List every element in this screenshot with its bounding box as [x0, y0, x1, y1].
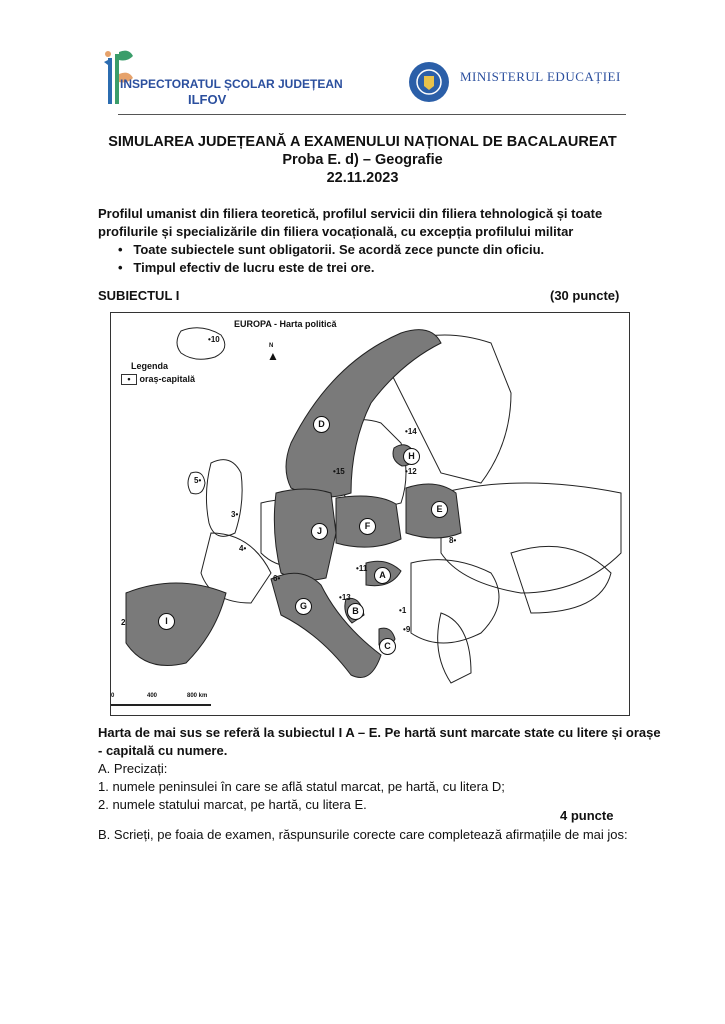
capital-1: •1 [399, 606, 407, 615]
question-a2: 2. numele statului marcat, pe hartă, cu litera E. [98, 797, 367, 812]
subject-points: (30 puncte) [550, 288, 620, 303]
label-a: A [374, 567, 391, 584]
capital-2: 2 [121, 618, 126, 627]
exam-title: SIMULAREA JUDEȚEANĂ A EXAMENULUI NAȚIONAL DE BACALAUREAT [108, 134, 617, 150]
label-g: G [295, 598, 312, 615]
ministry-seal-icon [407, 60, 451, 104]
capital-6: 6• [273, 574, 281, 583]
bullet-2: • Timpul efectiv de lucru este de trei ore. [118, 260, 375, 275]
question-a1: 1. numele peninsulei în care se află statul marcat, pe hartă, cu litera D; [98, 779, 505, 794]
section-b-instruction: B. Scrieți, pe foaia de examen, răspunsurile corecte care completează afirmațiile de mai jos: [98, 827, 628, 842]
label-e: E [431, 501, 448, 518]
label-f: F [359, 518, 376, 535]
scale-0: 0 [111, 693, 115, 699]
north-label: N [269, 343, 274, 349]
county-name: ILFOV [188, 92, 227, 107]
section-a-points: 4 puncte [560, 808, 614, 823]
legend-item [121, 374, 195, 385]
scale-800: 800 km [187, 693, 208, 699]
label-b: B [347, 603, 364, 620]
bullet-text: Timpul efectiv de lucru este de trei ore. [133, 260, 375, 275]
profile-line1: Profilul umanist din filiera teoretică, profilul servicii din filiera tehnologică și toate [98, 206, 603, 221]
label-c: C [379, 638, 396, 655]
capital-4: 4• [239, 544, 247, 553]
bullet-1: • Toate subiectele sunt obligatorii. Se acordă zece puncte din oficiu. [118, 242, 545, 257]
country-g [271, 573, 381, 677]
inspectorat-name: INSPECTORATUL ȘCOLAR JUDEȚEAN [120, 77, 343, 91]
map-title: EUROPA - Harta politică [234, 319, 337, 329]
capital-14: •14 [405, 427, 417, 436]
questions-intro-2: - capitală cu numere. [98, 743, 228, 758]
capital-5: 5• [194, 476, 202, 485]
north-arrow-icon: ▲ [267, 349, 279, 363]
label-j: J [311, 523, 328, 540]
label-d: D [313, 416, 330, 433]
capital-13: •13 [339, 593, 351, 602]
label-h: H [403, 448, 420, 465]
europe-political-map [110, 312, 630, 716]
label-i: I [158, 613, 175, 630]
subject-title: SUBIECTUL I [98, 288, 180, 303]
header-divider [118, 114, 626, 115]
capital-12: •12 [405, 467, 417, 476]
ministry-name: MINISTERUL EDUCAȚIEI [460, 69, 621, 84]
questions-intro-1: Harta de mai sus se referă la subiectul I A – E. Pe hartă sunt marcate state cu litere și orașe [98, 725, 661, 740]
capital-10: •10 [208, 335, 220, 344]
capital-3: 3• [231, 510, 239, 519]
country-i [126, 583, 226, 666]
capital-15: •15 [333, 467, 345, 476]
capital-8: 8• [449, 536, 457, 545]
section-a-label: A. Precizați: [98, 761, 168, 776]
legend-title: Legenda [131, 361, 169, 371]
legend-label: oraș-capitală [139, 374, 196, 384]
exam-subtitle: Proba E. d) – Geografie [282, 152, 443, 168]
bullet-text: Toate subiectele sunt obligatorii. Se acordă zece puncte din oficiu. [133, 242, 545, 257]
scale-400: 400 [147, 693, 158, 699]
capital-dot-icon: • [121, 374, 137, 385]
country-d [286, 330, 441, 497]
capital-9: •9 [403, 625, 411, 634]
capital-11: •11 [356, 564, 368, 573]
exam-date: 22.11.2023 [326, 170, 399, 186]
profile-line2: profilurile și specializările din filiera vocațională, cu excepția profilului militar [98, 224, 574, 239]
